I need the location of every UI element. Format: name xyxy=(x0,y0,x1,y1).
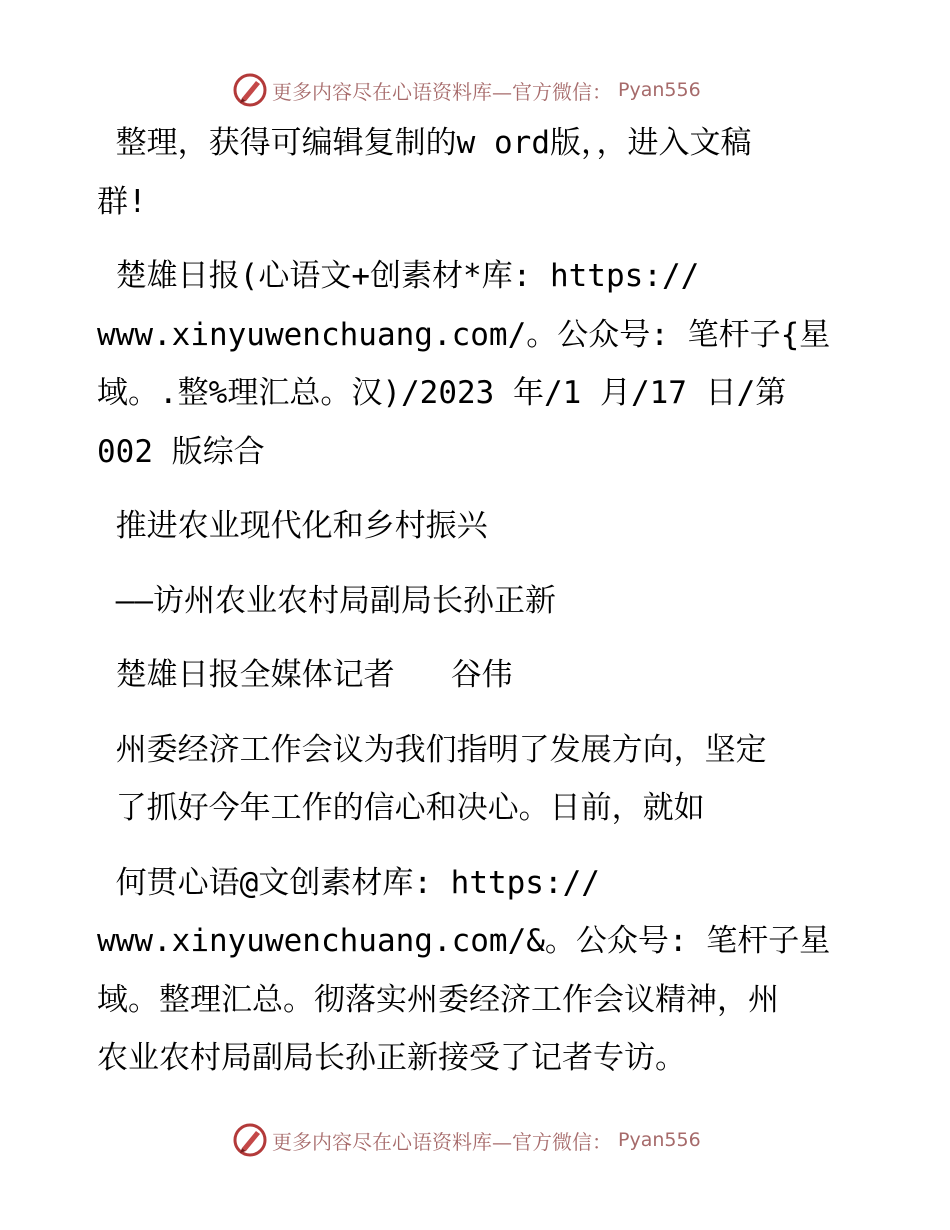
paragraph-body-2 xyxy=(97,854,857,1088)
text-line: 群! xyxy=(97,183,147,220)
footer-banner-contact: Pyan556 xyxy=(618,1129,701,1151)
text-line: 何贯心语@文创素材库: https:// xyxy=(97,864,600,901)
text-line: 了抓好今年工作的信心和决心。日前，就如 xyxy=(97,790,705,826)
article-byline xyxy=(97,646,857,705)
paragraph-source xyxy=(97,247,857,481)
text-line: 推进农业现代化和乡村振兴 xyxy=(97,508,488,544)
header-banner-contact: Pyan556 xyxy=(618,79,701,101)
paragraph-body-1 xyxy=(97,721,857,838)
text-line: www.xinyuwenchuang.com/。公众号: 笔杆子{星 xyxy=(97,316,831,353)
text-line: 楚雄日报全媒体记者 谷伟 xyxy=(97,657,513,693)
text-line: www.xinyuwenchuang.com/&。公众号: 笔杆子星 xyxy=(97,923,831,959)
header-banner-text: 更多内容尽在心语资料库—官方微信： xyxy=(272,79,612,104)
text-line: 农业农村局副局长孙正新接受了记者专访。 xyxy=(97,1040,686,1076)
text-line: 整理，获得可编辑复制的w ord版，，进入文稿 xyxy=(97,125,752,161)
article-subtitle xyxy=(97,572,857,631)
text-line: ——访州农业农村局副局长孙正新 xyxy=(97,582,556,619)
paragraph-intro xyxy=(97,114,857,231)
document-body xyxy=(97,114,857,1104)
pen-logo-icon xyxy=(232,1122,268,1158)
text-line: 州委经济工作会议为我们指明了发展方向，坚定 xyxy=(97,731,767,768)
text-line: 楚雄日报(心语文+创素材*库: https:// xyxy=(97,258,700,294)
header-watermark-banner xyxy=(232,70,718,110)
text-line: 002 版综合 xyxy=(97,433,265,470)
pen-logo-icon xyxy=(232,72,268,108)
footer-watermark-banner xyxy=(232,1120,718,1160)
text-line: 域。.整%理汇总。汉)/2023 年/1 月/17 日/第 xyxy=(97,375,787,411)
text-line: 域。整理汇总。彻落实州委经济工作会议精神，州 xyxy=(97,981,779,1018)
article-title xyxy=(97,497,857,556)
footer-banner-text: 更多内容尽在心语资料库—官方微信： xyxy=(272,1129,612,1154)
